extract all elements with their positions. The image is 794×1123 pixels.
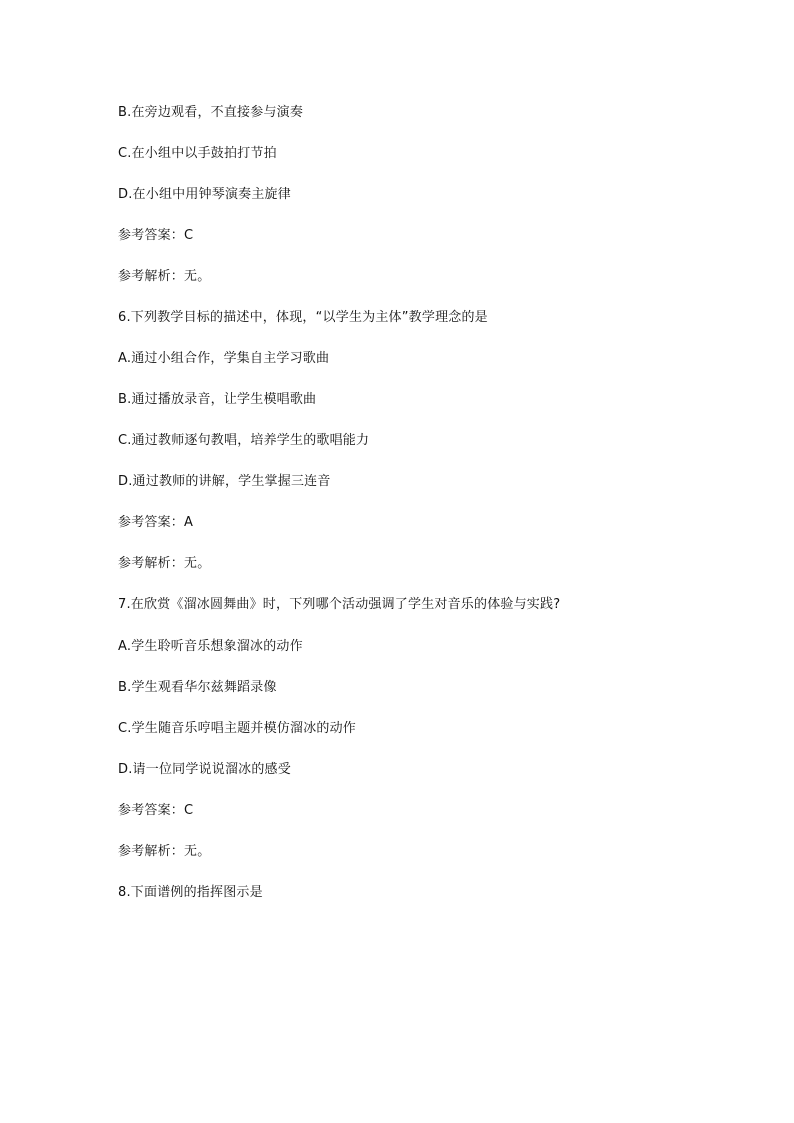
option-d-q6: D.通过教师的讲解，学生掌握三连音	[118, 474, 331, 489]
option-b-q6: B.通过播放录音，让学生模唱歌曲	[118, 392, 317, 407]
answer-q5: 参考答案：C	[118, 228, 194, 243]
answer-q7: 参考答案：C	[118, 803, 194, 818]
option-d-q5: D.在小组中用钟琴演奏主旋律	[118, 187, 291, 202]
explanation-q7: 参考解析：无。	[118, 844, 211, 859]
option-d-q7: D.请一位同学说说溜冰的感受	[118, 762, 291, 777]
explanation-q6: 参考解析：无。	[118, 556, 211, 571]
option-c-q7: C.学生随音乐哼唱主题并模仿溜冰的动作	[118, 721, 357, 736]
explanation-q5: 参考解析：无。	[118, 269, 211, 284]
option-a-q6: A.通过小组合作，学集自主学习歌曲	[118, 351, 330, 366]
option-a-q7: A.学生聆听音乐想象溜冰的动作	[118, 639, 303, 654]
option-c-q5: C.在小组中以手鼓拍打节拍	[118, 146, 277, 161]
question-7: 7.在欣赏《溜冰圆舞曲》时，下列哪个活动强调了学生对音乐的体验与实践?	[118, 597, 561, 612]
option-b-q7: B.学生观看华尔兹舞蹈录像	[118, 680, 277, 695]
answer-q6: 参考答案：A	[118, 515, 194, 530]
option-b-q5: B.在旁边观看，不直接参与演奏	[118, 105, 304, 120]
option-c-q6: C.通过教师逐句教唱，培养学生的歌唱能力	[118, 433, 370, 448]
question-6: 6.下列教学目标的描述中，体现，“以学生为主体”教学理念的是	[118, 310, 488, 325]
question-8: 8.下面谱例的指挥图示是	[118, 885, 263, 900]
